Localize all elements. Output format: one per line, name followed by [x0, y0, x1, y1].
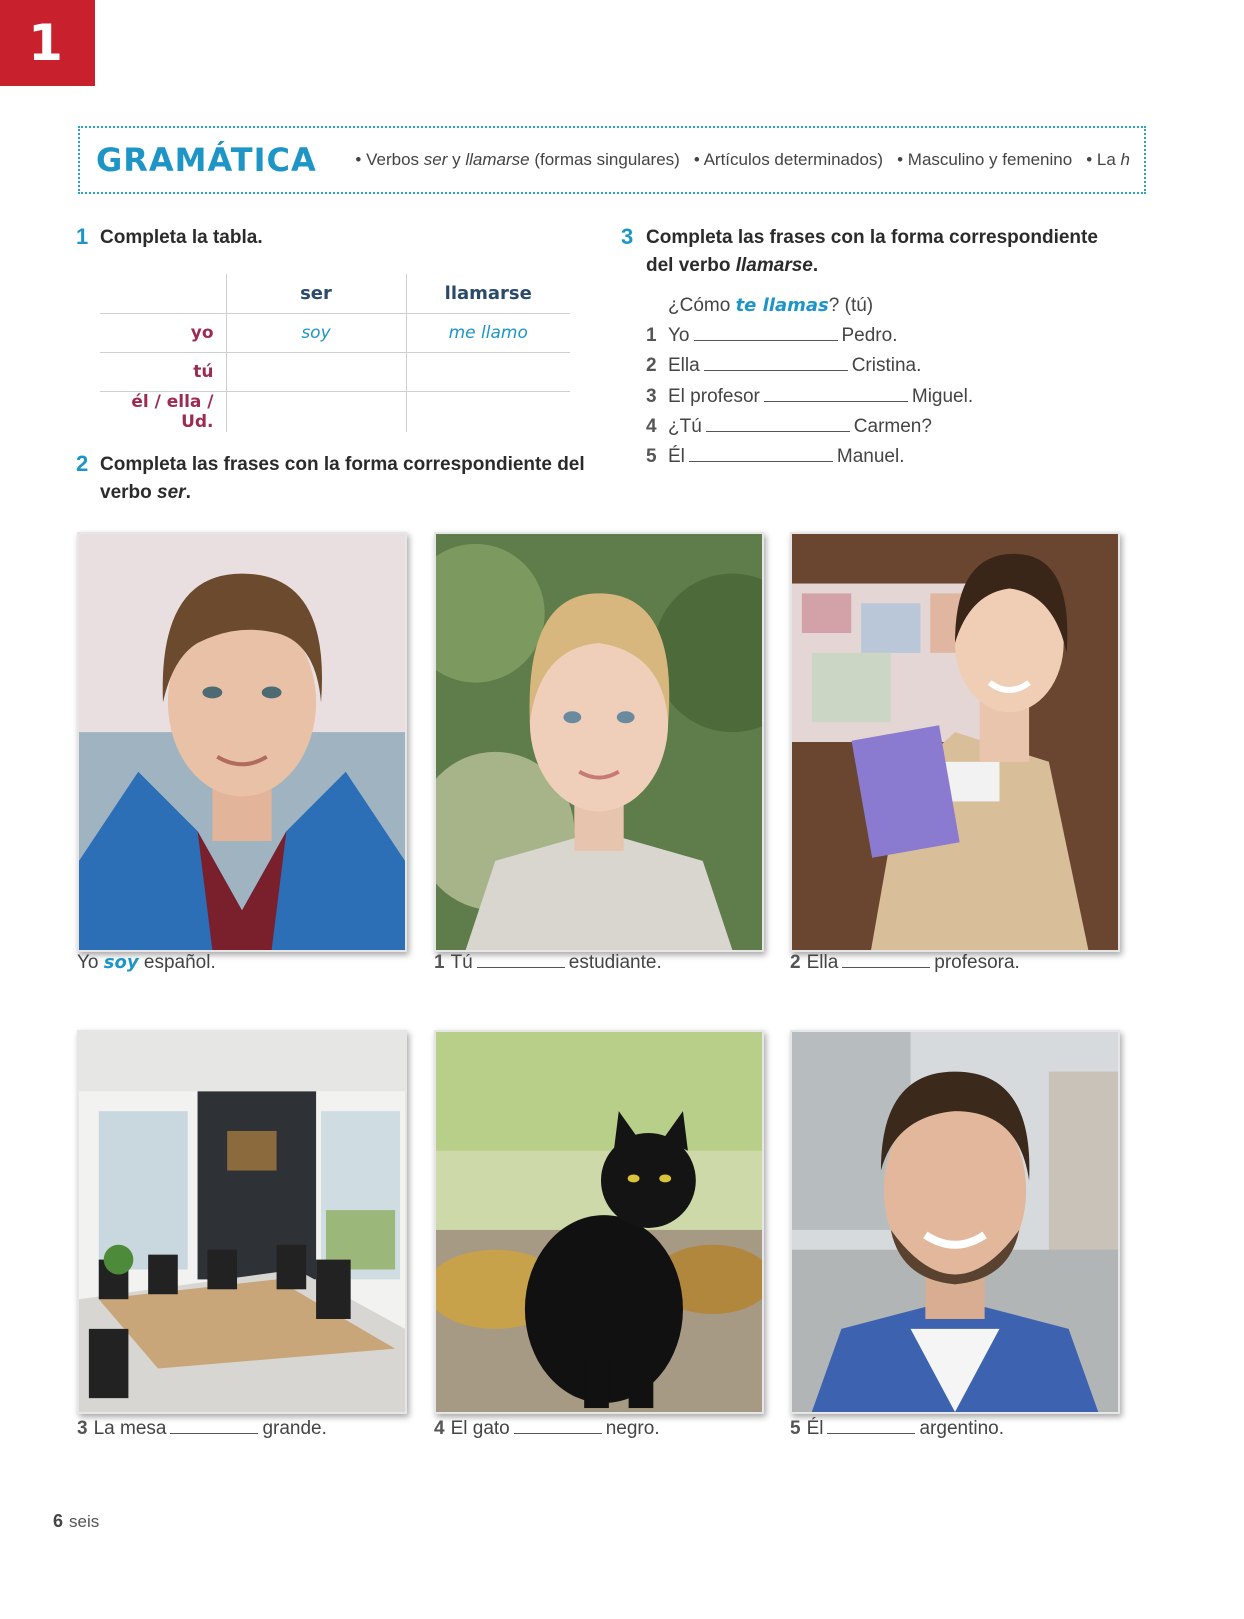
grammar-topics — [341, 128, 1130, 192]
photo-caption: 1 Tú estudiante. — [434, 952, 662, 973]
topic-letter-h: • La h — [1086, 150, 1130, 169]
table-header-ser: ser — [226, 274, 406, 313]
page-footer — [53, 1511, 99, 1532]
girl-photo — [434, 532, 764, 952]
exercise-3-number: 3 — [621, 224, 634, 249]
topic-verbs: • Verbos ser y llamarse (formas singulares) — [355, 150, 680, 169]
exercise-3-item: 1 Yo Pedro. — [646, 325, 898, 346]
grammar-header-box — [78, 126, 1146, 194]
photo-caption: Yo soy español. — [77, 952, 216, 973]
answer-blank[interactable] — [764, 386, 908, 402]
teacher-photo — [790, 532, 1120, 952]
table-header-llamarse: llamarse — [406, 274, 570, 313]
blank-cell-llamarse-el[interactable] — [406, 391, 570, 432]
photo-caption: 3 La mesa grande. — [77, 1418, 327, 1439]
photo-caption: 2 Ella profesora. — [790, 952, 1020, 973]
pronoun-cell: él / ella / Ud. — [131, 391, 214, 432]
exercise-3-item: 5 Él Manuel. — [646, 446, 905, 467]
answer-blank[interactable] — [704, 355, 848, 371]
table-row — [100, 352, 570, 391]
example-answer: te llamas — [735, 295, 829, 316]
boy-photo — [77, 532, 407, 952]
exercise-2-title: Completa las frases con la forma correspondiente del verbo ser. — [100, 454, 585, 503]
page-number: 6 — [53, 1511, 64, 1531]
table-row — [100, 313, 570, 352]
cat-photo — [434, 1030, 764, 1414]
section-title: GRAMÁTICA — [96, 141, 317, 179]
answer-blank[interactable] — [689, 446, 833, 462]
answer-blank[interactable] — [694, 325, 838, 341]
table-photo — [77, 1030, 407, 1414]
pronoun-cell: yo — [190, 322, 214, 343]
answer-blank[interactable] — [706, 416, 850, 432]
answer-blank[interactable] — [477, 952, 565, 968]
page-number-word: seis — [69, 1512, 100, 1531]
exercise-3-example: ¿Cómo te llamas? (tú) — [668, 295, 874, 316]
exercise-3-item: 3 El profesor Miguel. — [646, 386, 974, 407]
blank-cell-ser-el[interactable] — [226, 391, 406, 432]
answer-ser-yo: soy — [301, 323, 331, 343]
exercise-2-number: 2 — [76, 451, 89, 476]
pronoun-cell: tú — [193, 361, 214, 382]
answer-blank[interactable] — [170, 1418, 258, 1434]
blank-cell-llamarse-tu[interactable] — [406, 352, 570, 391]
answer-blank[interactable] — [842, 952, 930, 968]
man-photo — [790, 1030, 1120, 1414]
table-row — [100, 391, 570, 432]
answer-blank[interactable] — [827, 1418, 915, 1434]
photo-caption: 4 El gato negro. — [434, 1418, 660, 1439]
topic-articles: • Artículos determinados) — [693, 150, 884, 169]
conjugation-table — [100, 274, 570, 432]
exercise-3-title: Completa las frases con la forma correspondiente del verbo llamarse. — [646, 227, 1098, 276]
answer-blank[interactable] — [514, 1418, 602, 1434]
exercise-1-title: Completa la tabla. — [100, 227, 263, 248]
exercise-3-item: 2 Ella Cristina. — [646, 355, 922, 376]
table-corner — [100, 274, 226, 313]
caption-answer: soy — [103, 952, 139, 973]
exercise-1-number: 1 — [76, 224, 89, 249]
photo-caption: 5 Él argentino. — [790, 1418, 1004, 1439]
unit-number-tab: 1 — [0, 0, 95, 86]
exercise-3-item: 4 ¿Tú Carmen? — [646, 416, 932, 437]
answer-llamarse-yo: me llamo — [448, 323, 528, 343]
topic-gender: • Masculino y femenino — [897, 150, 1073, 169]
blank-cell-ser-tu[interactable] — [226, 352, 406, 391]
